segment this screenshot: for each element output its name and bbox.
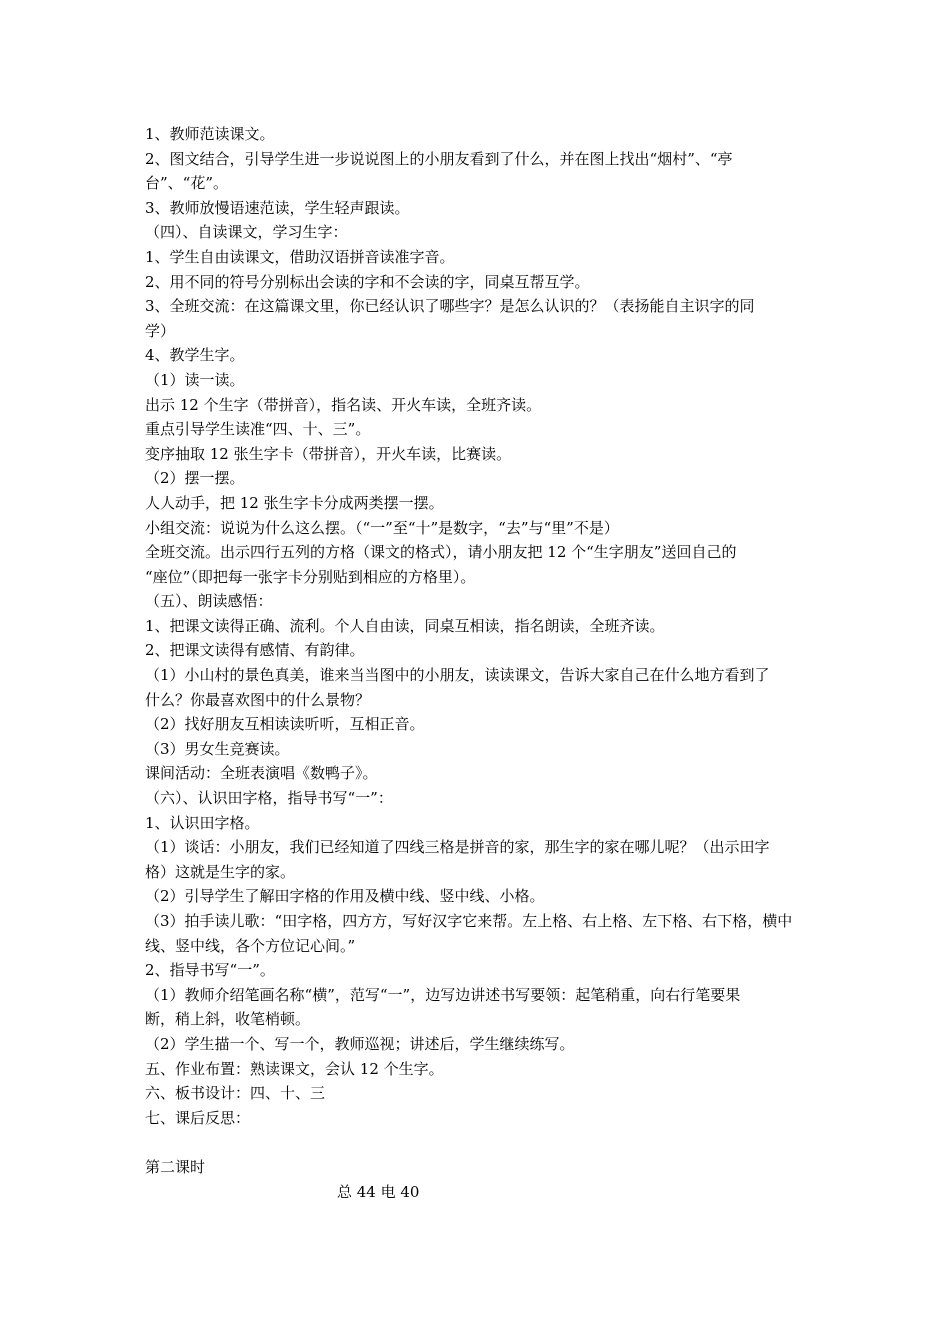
text-line: 4、教学生字。: [145, 346, 245, 365]
section-title: 第二课时: [145, 1157, 206, 1176]
text-line: （2）找好朋友互相读读听听，互相正音。: [145, 715, 425, 734]
text-line: 课间活动：全班表演唱《数鸭子》。: [145, 764, 378, 783]
text-line: （四）、自读课文，学习生字：: [145, 223, 348, 242]
text-line: 线、竖中线，各个方位记心间。”: [145, 936, 356, 955]
text-line: 1、把课文读得正确、流利。个人自由读，同桌互相读，指名朗读，全班齐读。: [145, 616, 665, 635]
text-line: 变序抽取 12 张生字卡（带拼音），开火车读，比赛读。: [145, 444, 512, 463]
text-line: 重点引导学生读准“四、十、三”。: [145, 420, 371, 439]
text-line: 小组交流：说说为什么这么摆。（“一”至“十”是数字，“去”与“里”不是）: [145, 518, 619, 537]
text-line: 2、指导书写“一”。: [145, 961, 275, 980]
text-line: 出示 12 个生字（带拼音），指名读、开火车读，全班齐读。: [145, 395, 542, 414]
blank-line: [145, 1130, 815, 1155]
text-line: 人人动手，把 12 张生字卡分成两类摆一摆。: [145, 493, 444, 512]
text-line: （六）、认识田字格，指导书写“一”：: [145, 789, 393, 808]
text-line: 全班交流。出示四行五列的方格（课文的格式），请小朋友把 12 个“生字朋友”送回自己的: [145, 543, 737, 562]
text-line: 1、学生自由读课文，借助汉语拼音读准字音。: [145, 247, 455, 266]
text-line: （2）学生描一个、写一个，教师巡视；讲述后，学生继续练写。: [145, 1034, 575, 1053]
text-line: 断，稍上斜，收笔梢顿。: [145, 1010, 311, 1029]
text-line: 什么？你最喜欢图中的什么景物？: [145, 690, 371, 709]
text-line: 学）: [145, 321, 176, 340]
text-line: （1）谈话：小朋友，我们已经知道了四线三格是拼音的家，那生字的家在哪儿呢？（出示田字: [145, 838, 770, 857]
text-line: （1）读一读。: [145, 370, 245, 389]
text-line: 2、用不同的符号分别标出会读的字和不会读的字，同桌互帮互学。: [145, 272, 590, 291]
text-line: 1、认识田字格。: [145, 813, 260, 832]
text-line: 格）这就是生字的家。: [145, 862, 296, 881]
text-line: （3）拍手读儿歌：“田字格，四方方，写好汉字它来帮。左上格、右上格、左下格、右下格，横中: [145, 912, 793, 930]
document-body: [145, 122, 815, 1204]
text-line: （3）男女生竞赛读。: [145, 739, 290, 758]
text-line: 六、板书设计：四、十、三: [145, 1084, 326, 1103]
text-line: （1）小山村的景色真美，谁来当当图中的小朋友，读读课文，告诉大家自己在什么地方看到了: [145, 666, 770, 685]
text-line: 2、图文结合，引导学生进一步说说图上的小朋友看到了什么，并在图上找出“烟村”、“亭: [145, 149, 733, 168]
text-line: 七、课后反思：: [145, 1108, 251, 1127]
text-line: （2）摆一摆。: [145, 469, 245, 488]
text-line: 3、教师放慢语速范读，学生轻声跟读。: [145, 198, 410, 217]
footer-text: 总 44 电 40: [337, 1182, 420, 1201]
text-line: “座位”（即把每一张字卡分别贴到相应的方格里）。: [145, 567, 476, 586]
text-line: 五、作业布置：熟读课文，会认 12 个生字。: [145, 1059, 444, 1078]
text-line: （1）教师介绍笔画名称“横”，范写“一”，边写边讲述书写要领：起笔稍重，向右行笔要果: [145, 985, 741, 1004]
text-line: 1、教师范读课文。: [145, 125, 275, 143]
text-line: （2）引导学生了解田字格的作用及横中线、竖中线、小格。: [145, 887, 545, 906]
text-line: 台”、“花”。: [145, 174, 229, 193]
lesson-plan-text: [145, 122, 815, 1130]
text-line: 2、把课文读得有感情、有韵律。: [145, 641, 365, 660]
text-line: （五）、朗读感悟：: [145, 592, 273, 611]
text-line: 3、全班交流：在这篇课文里，你已经认识了哪些字？是怎么认识的？（表扬能自主识字的同: [145, 297, 755, 316]
